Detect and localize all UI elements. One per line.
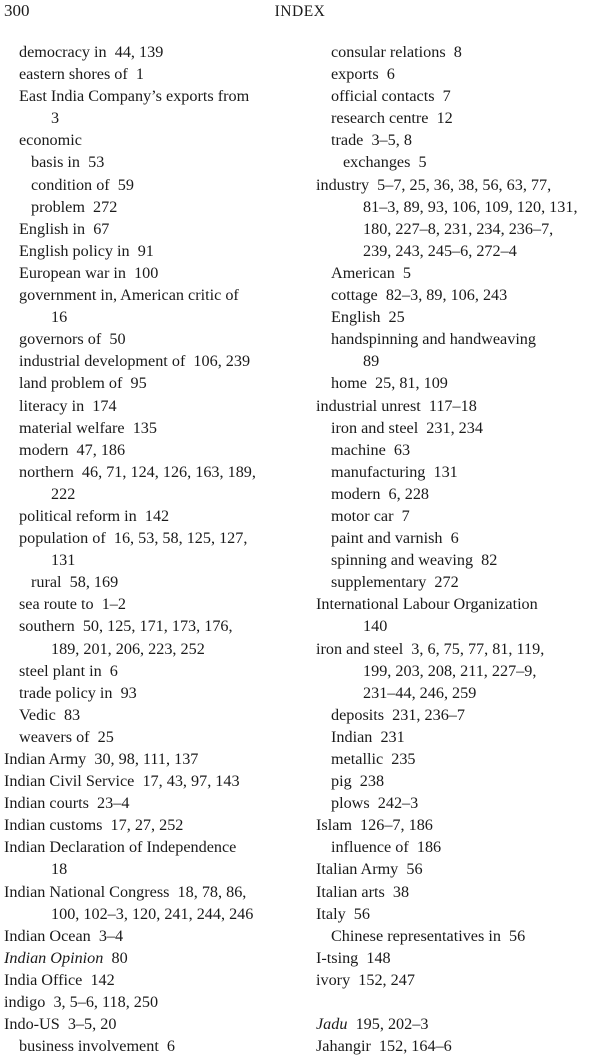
index-entry-continuation: 199, 203, 208, 211, 227–9, — [363, 661, 537, 680]
index-entry: India Office 142 — [4, 970, 115, 989]
index-entry: governors of 50 — [19, 330, 126, 349]
index-entry: Indian courts 23–4 — [4, 794, 130, 813]
index-entry: metallic 235 — [331, 750, 416, 768]
page-number: 300 — [4, 1, 30, 20]
index-entry: industrial development of 106, 239 — [19, 352, 251, 371]
index-entry: deposits 231, 236–7 — [331, 705, 465, 724]
index-entry — [4, 947, 306, 969]
index-entry: Indian Declaration of Independence — [4, 838, 237, 857]
index-entry: official contacts 7 — [331, 87, 451, 106]
index-entry: northern 46, 71, 124, 126, 163, 189, — [19, 462, 256, 481]
index-entry: indigo 3, 5–6, 118, 250 — [4, 993, 159, 1012]
index-entry: paint and varnish 6 — [331, 529, 459, 548]
index-entry: manufacturing 131 — [331, 462, 458, 481]
index-entry: Italy 56 — [316, 904, 370, 923]
index-entry: southern 50, 125, 171, 173, 176, — [19, 617, 233, 636]
index-entry: Indian 231 — [331, 727, 405, 746]
index-entry: material welfare 135 — [19, 418, 157, 437]
index-entry: industry 5–7, 25, 36, 38, 56, 63, 77, — [316, 175, 552, 194]
index-entry: economic — [19, 131, 82, 150]
index-entry-continuation: 222 — [51, 484, 76, 503]
page-header — [0, 0, 600, 26]
index-entry-continuation: 180, 227–8, 231, 234, 236–7, — [363, 219, 554, 238]
index-entry: English 25 — [331, 308, 405, 327]
index-entry-continuation: 231–44, 246, 259 — [363, 683, 477, 702]
index-entry-continuation: 81–3, 89, 93, 106, 109, 120, 131, — [363, 197, 578, 216]
index-entry: home 25, 81, 109 — [331, 374, 448, 393]
index-entry: handspinning and handweaving — [331, 330, 536, 349]
index-entry: democracy in 44, 139 — [19, 43, 164, 61]
index-entry-continuation: 89 — [363, 352, 380, 371]
index-entry: spinning and weaving 82 — [331, 551, 498, 570]
index-entry-continuation: 100, 102–3, 120, 241, 244, 246 — [51, 904, 254, 923]
index-letter-gap — [316, 991, 600, 1013]
index-entry-continuation: 189, 201, 206, 223, 252 — [51, 639, 205, 658]
index-entry: motor car 7 — [331, 506, 410, 525]
index-entry: exports 6 — [331, 65, 395, 84]
index-entry-italic-title: Jadu — [316, 1015, 348, 1034]
index-entry: problem 272 — [31, 197, 118, 216]
index-column-right — [316, 41, 600, 1057]
index-entry: political reform in 142 — [19, 506, 170, 525]
index-entry: International Labour Organization — [316, 595, 538, 614]
index-column-left — [4, 41, 306, 1057]
index-entry: Indian Army 30, 98, 111, 137 — [4, 750, 199, 768]
index-entry: East India Company’s exports from — [19, 87, 250, 106]
index-entry: Jahangir 152, 164–6 — [316, 1037, 452, 1056]
index-entry: Indo-US 3–5, 20 — [4, 1015, 117, 1034]
index-entry: iron and steel 3, 6, 75, 77, 81, 119, — [316, 639, 545, 658]
index-entry: American 5 — [331, 263, 412, 282]
index-entry-continuation: 239, 243, 245–6, 272–4 — [363, 241, 517, 260]
index-entry: European war in 100 — [19, 263, 159, 282]
index-entry-pages: 195, 202–3 — [347, 1015, 429, 1034]
index-entry-continuation: 18 — [51, 860, 68, 879]
index-entry: Indian National Congress 18, 78, 86, — [4, 882, 247, 901]
index-entry: rural 58, 169 — [31, 573, 119, 592]
index-entry: Indian customs 17, 27, 252 — [4, 816, 184, 835]
index-entry: research centre 12 — [331, 109, 453, 128]
index-entry-continuation: 140 — [363, 617, 388, 636]
index-entry: trade policy in 93 — [19, 683, 137, 702]
index-entry-pages: 80 — [103, 948, 128, 967]
index-entry: Italian arts 38 — [316, 882, 410, 901]
index-entry: ivory 152, 247 — [316, 970, 415, 989]
index-entry: modern 6, 228 — [331, 484, 430, 503]
index-entry: Indian Civil Service 17, 43, 97, 143 — [4, 772, 240, 791]
index-entry: steel plant in 6 — [19, 661, 118, 680]
index-entry: eastern shores of 1 — [19, 65, 144, 84]
index-entry: consular relations 8 — [331, 43, 462, 61]
index-entry: Vedic 83 — [19, 705, 81, 724]
index-entry: plows 242–3 — [331, 794, 419, 813]
index-entry: land problem of 95 — [19, 374, 147, 393]
index-entry: population of 16, 53, 58, 125, 127, — [19, 529, 248, 548]
index-entry: Indian Ocean 3–4 — [4, 926, 124, 945]
index-entry: Chinese representatives in 56 — [331, 926, 526, 945]
index-entry: weavers of 25 — [19, 727, 114, 746]
index-entry: literacy in 174 — [19, 396, 117, 415]
index-entry: pig 238 — [331, 772, 385, 791]
index-entry: English in 67 — [19, 219, 110, 238]
index-entry: I-tsing 148 — [316, 948, 391, 967]
index-entry: sea route to 1–2 — [19, 595, 126, 614]
index-entry: iron and steel 231, 234 — [331, 418, 483, 437]
index-entry: basis in 53 — [31, 153, 105, 172]
index-entry: English policy in 91 — [19, 241, 154, 260]
index-entry: influence of 186 — [331, 838, 442, 857]
index-entry: business involvement 6 — [19, 1037, 176, 1056]
index-entry: supplementary 272 — [331, 573, 459, 592]
index-entry-continuation: 16 — [51, 308, 68, 327]
index-entry — [316, 1013, 600, 1035]
index-entry: condition of 59 — [31, 175, 134, 194]
index-entry: Italian Army 56 — [316, 860, 423, 879]
index-entry-italic-title: Indian Opinion — [4, 948, 104, 967]
index-entry: modern 47, 186 — [19, 440, 126, 459]
index-entry-continuation: 3 — [51, 109, 60, 128]
index-entry: government in, American critic of — [19, 286, 239, 305]
index-entry: trade 3–5, 8 — [331, 131, 412, 150]
index-entry: Islam 126–7, 186 — [316, 816, 433, 835]
index-entry: exchanges 5 — [343, 153, 427, 172]
running-head: INDEX — [274, 3, 326, 20]
index-entry: cottage 82–3, 89, 106, 243 — [331, 286, 508, 305]
index-entry: machine 63 — [331, 440, 411, 459]
index-entry-continuation: 131 — [51, 551, 76, 570]
index-entry: industrial unrest 117–18 — [316, 396, 477, 415]
